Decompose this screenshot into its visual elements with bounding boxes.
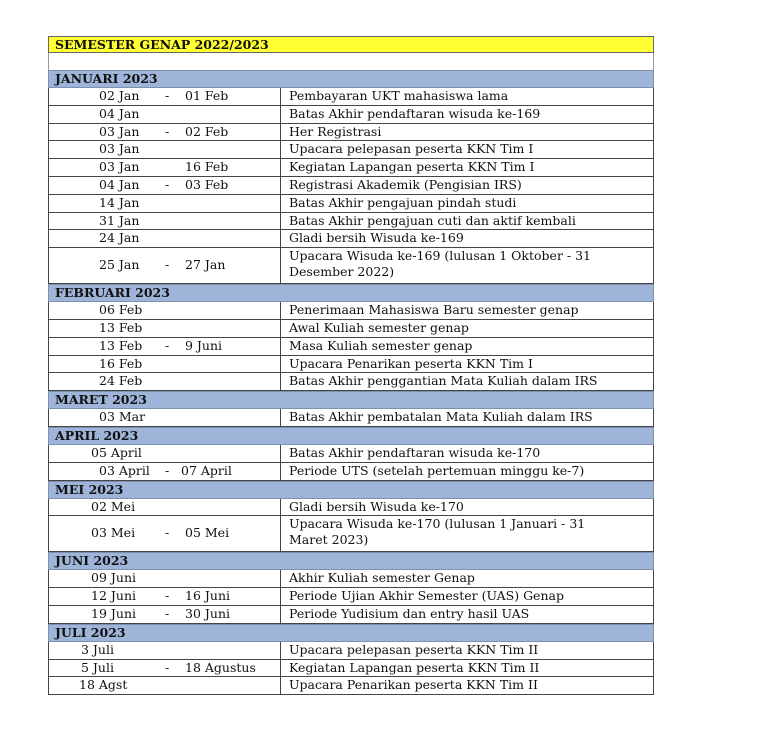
- event-description: Upacara pelepasan peserta KKN Tim I: [289, 141, 534, 157]
- table-row: [48, 106, 654, 124]
- event-description: Periode Ujian Akhir Semester (UAS) Genap: [289, 588, 564, 604]
- date-separator: -: [165, 88, 170, 103]
- end-date: 30 Juni: [185, 605, 230, 621]
- date-separator: -: [165, 462, 170, 478]
- spacer-row: [48, 53, 654, 70]
- event-description: Akhir Kuliah semester Genap: [289, 570, 475, 586]
- table-row: [48, 320, 654, 338]
- event-description: Periode UTS (setelah pertemuan minggu ke-7): [289, 462, 585, 478]
- start-date: 24 Feb: [99, 373, 143, 389]
- event-description: Gladi bersih Wisuda ke-169: [289, 230, 464, 246]
- event-description: Gladi bersih Wisuda ke-170: [289, 498, 464, 514]
- date-cell: [49, 302, 281, 319]
- table-row: [48, 445, 654, 463]
- start-date: 02 Jan: [99, 88, 140, 103]
- end-date: 9 Juni: [185, 337, 223, 353]
- date-separator: -: [165, 588, 170, 604]
- start-date: 02 Mei: [91, 498, 136, 514]
- date-cell: [49, 373, 281, 390]
- start-date: 03 Jan: [99, 159, 140, 175]
- date-cell: [49, 177, 281, 194]
- table-row: [48, 356, 654, 374]
- date-cell: [49, 409, 281, 426]
- start-date: 16 Feb: [99, 355, 143, 371]
- table-row: [48, 570, 654, 588]
- start-date: 3 Juli: [81, 641, 114, 657]
- table-row: [48, 516, 654, 552]
- event-description: Upacara Penarikan peserta KKN Tim I: [289, 355, 533, 371]
- event-description: Batas Akhir pembatalan Mata Kuliah dalam IRS: [289, 409, 593, 425]
- start-date: 04 Jan: [99, 176, 140, 192]
- date-cell: [49, 516, 281, 551]
- event-description: Upacara Penarikan peserta KKN Tim II: [289, 677, 538, 693]
- date-cell: [49, 606, 281, 623]
- event-description: Upacara Wisuda ke-169 (lulusan 1 Oktober - 31 Desember 2022): [289, 248, 592, 280]
- date-cell: [49, 106, 281, 123]
- event-description: Batas Akhir pendaftaran wisuda ke-169: [289, 105, 541, 121]
- table-row: [48, 141, 654, 159]
- start-date: 03 Mei: [91, 525, 136, 541]
- table-row: [48, 677, 654, 695]
- start-date: 09 Juni: [91, 570, 136, 586]
- end-date: 07 April: [181, 462, 232, 478]
- date-separator: -: [165, 659, 170, 675]
- date-cell: [49, 356, 281, 373]
- start-date: 03 April: [99, 462, 150, 478]
- date-separator: -: [165, 605, 170, 621]
- page-title: SEMESTER GENAP 2022/2023: [48, 36, 654, 53]
- event-description: Batas Akhir penggantian Mata Kuliah dalam IRS: [289, 373, 598, 389]
- table-row: [48, 213, 654, 231]
- date-cell: [49, 338, 281, 355]
- date-cell: [49, 124, 281, 141]
- table-row: [48, 463, 654, 481]
- start-date: 06 Feb: [99, 302, 143, 318]
- date-cell: [49, 248, 281, 283]
- end-date: 02 Feb: [185, 123, 229, 139]
- table-row: [48, 159, 654, 177]
- end-date: 01 Feb: [185, 88, 229, 103]
- start-date: 18 Agst: [79, 677, 128, 693]
- start-date: 03 Mar: [99, 409, 146, 425]
- event-description: Periode Yudisium dan entry hasil UAS: [289, 605, 530, 621]
- date-separator: -: [165, 525, 170, 541]
- event-description: Batas Akhir pendaftaran wisuda ke-170: [289, 444, 541, 460]
- start-date: 13 Feb: [99, 319, 143, 335]
- month-header: APRIL 2023: [48, 427, 654, 445]
- event-description: Kegiatan Lapangan peserta KKN Tim II: [289, 659, 540, 675]
- event-description: Batas Akhir pengajuan pindah studi: [289, 194, 517, 210]
- month-header: JUNI 2023: [48, 552, 654, 570]
- date-separator: -: [165, 257, 170, 273]
- event-description: Kegiatan Lapangan peserta KKN Tim I: [289, 159, 535, 175]
- event-description: Masa Kuliah semester genap: [289, 337, 473, 353]
- month-header: JANUARI 2023: [48, 70, 654, 88]
- date-cell: [49, 159, 281, 176]
- table-row: [48, 195, 654, 213]
- date-cell: [49, 141, 281, 158]
- academic-calendar-table: [48, 36, 654, 695]
- date-cell: [49, 320, 281, 337]
- table-row: [48, 409, 654, 427]
- month-sections: [48, 70, 654, 695]
- table-row: [48, 177, 654, 195]
- month-header: MEI 2023: [48, 481, 654, 499]
- month-header: FEBRUARI 2023: [48, 284, 654, 302]
- event-description: Pembayaran UKT mahasiswa lama: [289, 88, 509, 103]
- table-row: [48, 588, 654, 606]
- table-row: [48, 660, 654, 678]
- date-cell: [49, 677, 281, 694]
- date-cell: [49, 588, 281, 605]
- date-cell: [49, 88, 281, 105]
- event-description: Penerimaan Mahasiswa Baru semester genap: [289, 302, 579, 318]
- date-cell: [49, 195, 281, 212]
- event-description: Awal Kuliah semester genap: [289, 319, 469, 335]
- table-row: [48, 499, 654, 517]
- end-date: 16 Juni: [185, 588, 230, 604]
- table-row: [48, 373, 654, 391]
- event-description: Her Registrasi: [289, 123, 382, 139]
- date-cell: [49, 642, 281, 659]
- date-cell: [49, 570, 281, 587]
- table-row: [48, 338, 654, 356]
- end-date: 16 Feb: [185, 159, 229, 175]
- event-description: Registrasi Akademik (Pengisian IRS): [289, 176, 522, 192]
- start-date: 13 Feb: [99, 337, 143, 353]
- event-description: Upacara pelepasan peserta KKN Tim II: [289, 641, 539, 657]
- event-description: Batas Akhir pengajuan cuti dan aktif kembali: [289, 212, 576, 228]
- date-cell: [49, 445, 281, 462]
- date-cell: [49, 230, 281, 247]
- end-date: 18 Agustus: [185, 659, 256, 675]
- start-date: 04 Jan: [99, 105, 140, 121]
- start-date: 24 Jan: [99, 230, 140, 246]
- end-date: 05 Mei: [185, 525, 230, 541]
- date-cell: [49, 499, 281, 516]
- start-date: 14 Jan: [99, 194, 140, 210]
- date-separator: -: [165, 176, 170, 192]
- table-row: [48, 606, 654, 624]
- start-date: 05 April: [91, 444, 142, 460]
- month-header: JULI 2023: [48, 624, 654, 642]
- start-date: 25 Jan: [99, 257, 140, 273]
- end-date: 27 Jan: [185, 257, 226, 273]
- event-description: Upacara Wisuda ke-170 (lulusan 1 Januari - 31 Maret 2023): [289, 516, 586, 548]
- date-separator: -: [165, 337, 170, 353]
- start-date: 5 Juli: [81, 659, 114, 675]
- start-date: 19 Juni: [91, 605, 136, 621]
- table-row: [48, 88, 654, 106]
- start-date: 12 Juni: [91, 588, 136, 604]
- end-date: 03 Feb: [185, 176, 229, 192]
- date-cell: [49, 660, 281, 677]
- table-row: [48, 230, 654, 248]
- start-date: 03 Jan: [99, 141, 140, 157]
- date-cell: [49, 463, 281, 480]
- date-cell: [49, 213, 281, 230]
- start-date: 03 Jan: [99, 123, 140, 139]
- table-row: [48, 124, 654, 142]
- start-date: 31 Jan: [99, 212, 140, 228]
- table-row: [48, 642, 654, 660]
- table-row: [48, 248, 654, 284]
- month-header: MARET 2023: [48, 391, 654, 409]
- table-row: [48, 302, 654, 320]
- date-separator: -: [165, 123, 170, 139]
